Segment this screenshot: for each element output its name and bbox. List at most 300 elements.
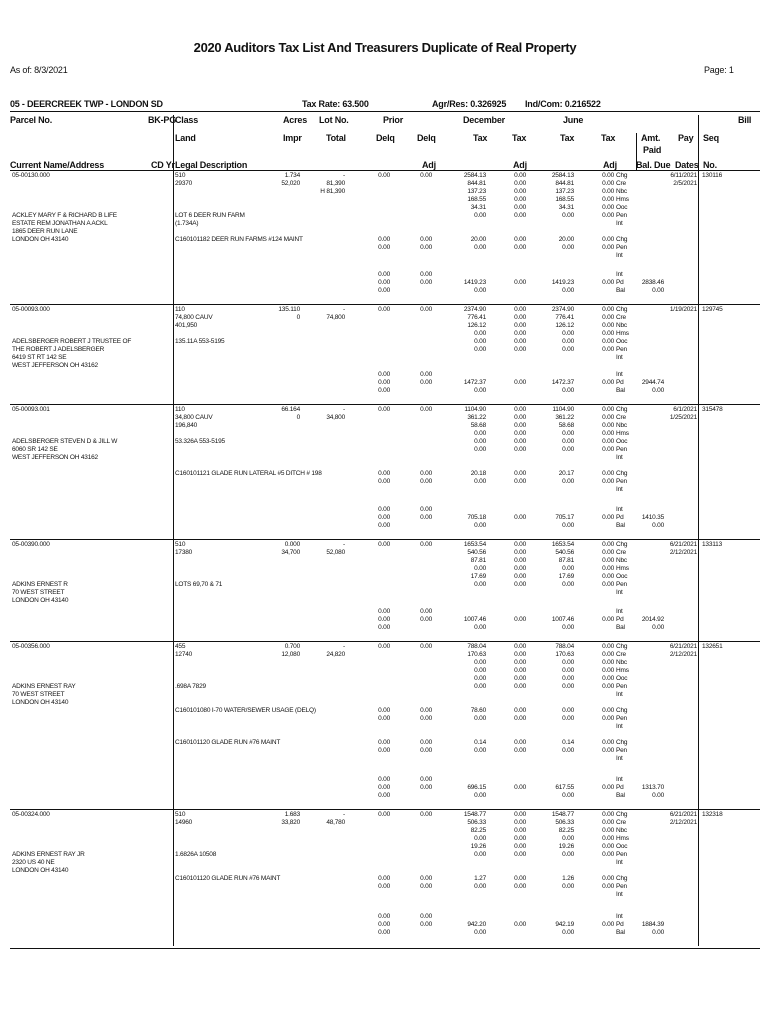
tax-code-hms: Hms [616,430,629,437]
record-divider [173,809,174,946]
june-adj: 0.00 [602,581,614,588]
december-balance: 0.00 [474,929,486,936]
december-tax: 0.00 [474,835,486,842]
impr-value: 0 [296,414,300,421]
owner-name-line: ADKINS ERNEST RAY [12,683,76,690]
tax-code-bal: Bal [616,387,625,394]
legal-description: 1.6826A 10508 [175,851,217,858]
december-tax: 0.00 [474,659,486,666]
june-balance: 0.00 [562,929,574,936]
tax-code-int: Int [616,913,623,920]
june-adj: 0.00 [602,306,614,313]
record-divider [698,170,699,304]
special-jun: 1.26 [562,875,574,882]
record-divider [173,404,174,539]
col-delq-1: Delq [376,133,395,143]
june-total-adj: 0.00 [602,616,614,623]
prior-delq: 0.00 [378,643,390,650]
tax-code-pen: Pen [616,244,627,251]
report-title: 2020 Auditors Tax List And Treasurers Duplicate of Real Property [193,40,577,55]
june-tax: 0.00 [562,446,574,453]
june-total-adj: 0.00 [602,784,614,791]
tax-code-ooc: Ooc [616,573,628,580]
december-adj: 0.00 [514,851,526,858]
prior-total-2: 0.00 [420,608,432,615]
prior-delq: 0.00 [378,811,390,818]
june-tax: 2374.90 [551,306,574,313]
special-dec: 0.00 [474,715,486,722]
pay-date: 2/12/2021 [669,819,697,826]
december-tax: 776.41 [467,314,486,321]
tax-code-int: Int [616,371,623,378]
tax-code-pen: Pen [616,212,627,219]
december-adj: 0.00 [514,843,526,850]
june-tax: 82.25 [558,827,574,834]
agr-res-rate: Agr/Res: 0.326925 [432,99,507,109]
prior-total: 0.00 [378,379,390,386]
special-dec: 0.00 [474,244,486,251]
june-tax: 1548.77 [551,811,574,818]
june-adj: 0.00 [602,330,614,337]
tax-code-pen: Pen [616,683,627,690]
december-adj: 0.00 [514,683,526,690]
special-dec: 1.27 [474,875,486,882]
june-adj: 0.00 [602,406,614,413]
tax-code-ooc: Ooc [616,204,628,211]
june-tax: 0.00 [562,659,574,666]
acres-value: 135.110 [278,306,300,313]
prior-delq: 0.00 [378,470,390,477]
record-separator [10,948,760,949]
tax-code-ooc: Ooc [616,438,628,445]
bill-seq: 315478 [702,406,723,413]
special-dec-adj: 0.00 [514,747,526,754]
special-assessment: C160101080 I-70 WATER/SEWER USAGE (DELQ) [175,707,316,714]
tax-code-cre: Cre [616,180,626,187]
tax-code-pd: Pd [616,279,624,286]
june-tax: 126.12 [555,322,574,329]
december-adj: 0.00 [514,212,526,219]
special-jun-adj: 0.00 [602,715,614,722]
total-value: 34,800 [326,414,345,421]
class-code: 455 [175,643,186,650]
parcel-number: 05-00356.000 [12,643,50,650]
impr-value: 52,020 [281,180,300,187]
june-adj: 0.00 [602,196,614,203]
june-tax: 0.00 [562,338,574,345]
december-adj: 0.00 [514,414,526,421]
tax-code-pd: Pd [616,514,624,521]
december-tax: 0.00 [474,683,486,690]
col-prior: Prior [383,115,404,125]
pay-date: 2/12/2021 [669,549,697,556]
prior-total: 0.00 [378,913,390,920]
june-total-adj: 0.00 [602,379,614,386]
december-balance: 0.00 [474,387,486,394]
june-balance: 0.00 [562,624,574,631]
december-adj: 0.00 [514,306,526,313]
land-value: 14960 [175,819,193,826]
tax-code-int: Int [616,271,623,278]
special-dec: 20.18 [470,470,486,477]
december-total-adj: 0.00 [514,279,526,286]
col-dates: Dates [675,160,699,170]
special-jun: 20.00 [558,236,574,243]
pay-date: 6/11/2021 [670,172,697,179]
special-dec: 20.00 [470,236,486,243]
tax-code-int: Int [616,486,623,493]
tax-code-int: Int [616,776,623,783]
acres-value: 0.000 [284,541,300,548]
june-adj: 0.00 [602,346,614,353]
header-divider [698,115,699,171]
december-adj: 0.00 [514,819,526,826]
prior-delq: 0.00 [378,739,390,746]
col-tax-4: Tax [601,133,616,143]
col-legal: Legal Description [175,160,248,170]
balance-due: 0.00 [652,792,664,799]
june-tax: 0.00 [562,683,574,690]
december-adj: 0.00 [514,811,526,818]
june-tax: 788.04 [555,643,574,650]
pay-date: 2/5/2021 [673,180,697,187]
december-adj: 0.00 [514,204,526,211]
tax-code-chg: Chg [616,172,628,179]
june-total: 1007.46 [551,616,574,623]
col-adj-1: Adj [422,160,436,170]
tax-code-pen: Pen [616,446,627,453]
prior-total: 0.00 [378,624,390,631]
prior-total: 0.00 [378,506,390,513]
tax-code-bal: Bal [616,287,625,294]
special-jun-adj: 0.00 [602,747,614,754]
june-adj: 0.00 [602,827,614,834]
class-code: 110 [175,306,185,313]
june-adj: 0.00 [602,683,614,690]
special-dec-adj: 0.00 [514,244,526,251]
december-tax: 87.81 [470,557,486,564]
col-amt: Amt. [641,133,661,143]
impr-value: 0 [296,314,300,321]
special-dec-adj: 0.00 [514,707,526,714]
owner-name-line: THE ROBERT J ADELSBERGER [12,346,105,353]
owner-name-line: 1865 DEER RUN LANE [12,228,78,235]
owner-name-line: 2320 US 40 NE [12,859,55,866]
tax-code-chg: Chg [616,739,628,746]
june-balance: 0.00 [562,792,574,799]
tax-code-pen: Pen [616,747,627,754]
record-divider [173,304,174,404]
land-value: 34,800 CAUV [175,414,213,421]
tax-code-int: Int [616,723,623,730]
col-class: Class [175,115,199,125]
june-adj: 0.00 [602,659,614,666]
amount-paid: 1313.70 [641,784,664,791]
total-value-2: H 81,390 [320,188,345,195]
december-adj: 0.00 [514,667,526,674]
december-adj: 0.00 [514,659,526,666]
header-rule [10,111,760,112]
june-tax: 0.00 [562,851,574,858]
december-total: 942.20 [467,921,486,928]
pay-date: 1/25/2021 [669,414,697,421]
parcel-number: 05-00093.000 [12,306,50,313]
june-adj: 0.00 [602,843,614,850]
june-tax: 0.00 [562,346,574,353]
owner-name-line: LONDON OH 43140 [12,699,69,706]
december-tax: 19.26 [470,843,486,850]
june-total: 1472.37 [551,379,574,386]
legal-description: (1.734A) [175,220,199,227]
prior-total-2: 0.00 [420,371,432,378]
december-tax: 137.23 [467,188,486,195]
prior-delq: 0.00 [378,707,390,714]
special-assessment: C160101120 GLADE RUN #76 MAINT [175,739,281,746]
special-jun: 0.00 [562,883,574,890]
prior-delq-2: 0.00 [420,739,432,746]
prior-delq: 0.00 [378,715,390,722]
col-adj-2: Adj [513,160,527,170]
june-tax: 170.63 [555,651,574,658]
pay-date: 6/21/2021 [669,541,697,548]
owner-name-line: ADKINS ERNEST R [12,581,68,588]
tax-code-hms: Hms [616,835,629,842]
col-bal-due: Bal. Due [636,160,671,170]
tax-code-cre: Cre [616,314,626,321]
lot-number: - [343,406,345,413]
prior-total: 0.00 [378,371,390,378]
prior-total: 0.00 [378,929,390,936]
june-adj: 0.00 [602,675,614,682]
tax-code-pd: Pd [616,921,624,928]
december-tax: 0.00 [474,581,486,588]
total-value: 81,390 [326,180,345,187]
june-adj: 0.00 [602,188,614,195]
amount-paid: 1884.39 [641,921,664,928]
class-code: 110 [175,406,185,413]
tax-code-int: Int [616,354,623,361]
owner-name-line: WEST JEFFERSON OH 43162 [12,454,98,461]
record-separator [10,641,760,642]
prior-delq-2: 0.00 [420,747,432,754]
prior-delq-2: 0.00 [420,811,432,818]
total-value: 52,080 [326,549,345,556]
col-no: No. [703,160,717,170]
december-tax: 0.00 [474,346,486,353]
land-value: 17380 [175,549,193,556]
tax-code-pd: Pd [616,784,624,791]
prior-delq: 0.00 [378,172,390,179]
june-adj: 0.00 [602,212,614,219]
december-adj: 0.00 [514,643,526,650]
tax-code-ooc: Ooc [616,338,628,345]
bill-seq: 132318 [702,811,723,818]
tax-code-nbc: Nbc [616,422,627,429]
tax-code-chg: Chg [616,406,628,413]
class-code: 510 [175,172,186,179]
prior-total: 0.00 [378,522,390,529]
pay-date: 2/12/2021 [669,651,697,658]
tax-code-int: Int [616,252,623,259]
prior-total: 0.00 [378,792,390,799]
prior-total: 0.00 [378,616,390,623]
record-separator [10,304,760,305]
tax-code-hms: Hms [616,196,629,203]
tax-code-hms: Hms [616,565,629,572]
special-jun-adj: 0.00 [602,875,614,882]
prior-delq-2: 0.00 [420,306,432,313]
balance-due: 0.00 [652,287,664,294]
tax-code-nbc: Nbc [616,322,627,329]
record-divider [698,539,699,641]
ind-com-rate: Ind/Com: 0.216522 [525,99,601,109]
december-tax: 2374.90 [463,306,486,313]
june-balance: 0.00 [562,387,574,394]
record-divider [173,170,174,304]
impr-value: 34,700 [281,549,300,556]
prior-delq: 0.00 [378,883,390,890]
header-divider [636,133,637,171]
june-adj: 0.00 [602,557,614,564]
owner-name-line: LONDON OH 43140 [12,597,69,604]
tax-code-chg: Chg [616,541,628,548]
tax-code-cre: Cre [616,651,626,658]
lot-number: - [343,643,345,650]
land-value-2: 196,840 [175,422,198,429]
balance-due: 0.00 [652,624,664,631]
june-total: 1419.23 [551,279,574,286]
june-tax: 0.00 [562,835,574,842]
record-divider [698,404,699,539]
december-total-adj: 0.00 [514,379,526,386]
special-jun: 0.00 [562,244,574,251]
tax-code-int: Int [616,506,623,513]
december-balance: 0.00 [474,287,486,294]
prior-delq-2: 0.00 [420,244,432,251]
tax-code-hms: Hms [616,330,629,337]
special-jun-adj: 0.00 [602,739,614,746]
prior-total: 0.00 [378,387,390,394]
lot-number: - [343,541,345,548]
prior-delq: 0.00 [378,747,390,754]
col-impr: Impr [283,133,302,143]
tax-code-bal: Bal [616,792,625,799]
june-tax: 34.31 [558,204,574,211]
june-tax: 0.00 [562,565,574,572]
june-tax: 0.00 [562,667,574,674]
june-total: 942.19 [555,921,574,928]
owner-name-line: LONDON OH 43140 [12,867,69,874]
special-assessment: C160101120 GLADE RUN #76 MAINT [175,875,281,882]
special-jun: 0.00 [562,707,574,714]
record-separator [10,170,760,171]
pay-date: 1/19/2021 [669,306,697,313]
december-tax: 0.00 [474,565,486,572]
tax-code-cre: Cre [616,819,626,826]
tax-code-int: Int [616,454,623,461]
prior-total-2: 0.00 [420,379,432,386]
june-total-adj: 0.00 [602,921,614,928]
prior-total: 0.00 [378,287,390,294]
owner-name-line: WEST JEFFERSON OH 43162 [12,362,98,369]
june-tax: 1104.90 [552,406,574,413]
june-adj: 0.00 [602,851,614,858]
december-tax: 0.00 [474,212,486,219]
june-balance: 0.00 [562,287,574,294]
balance-due: 0.00 [652,522,664,529]
col-june: June [563,115,584,125]
june-adj: 0.00 [602,204,614,211]
tax-rate: Tax Rate: 63.500 [302,99,369,109]
june-tax: 361.22 [555,414,574,421]
tax-code-pd: Pd [616,616,624,623]
prior-delq-2: 0.00 [420,236,432,243]
tax-code-int: Int [616,891,623,898]
june-adj: 0.00 [602,835,614,842]
col-acres: Acres [283,115,308,125]
december-adj: 0.00 [514,430,526,437]
special-jun-adj: 0.00 [602,707,614,714]
balance-due: 0.00 [652,929,664,936]
june-adj: 0.00 [602,338,614,345]
special-jun: 0.00 [562,715,574,722]
prior-total: 0.00 [378,271,390,278]
legal-description: .698A 7829 [175,683,206,690]
tax-code-hms: Hms [616,667,629,674]
tax-code-chg: Chg [616,470,628,477]
december-tax: 17.69 [470,573,486,580]
col-adj-3: Adj [603,160,617,170]
class-code: 510 [175,541,186,548]
land-value: 12740 [175,651,193,658]
bill-seq: 132651 [702,643,723,650]
prior-delq: 0.00 [378,478,390,485]
total-value: 24,820 [326,651,345,658]
tax-code-int: Int [616,608,623,615]
col-tax-2: Tax [512,133,527,143]
page-number: Page: 1 [704,65,734,75]
tax-code-ooc: Ooc [616,843,628,850]
june-tax: 0.00 [562,581,574,588]
amount-paid: 2944.74 [641,379,664,386]
tax-code-nbc: Nbc [616,659,627,666]
december-adj: 0.00 [514,438,526,445]
prior-total: 0.00 [378,279,390,286]
owner-name-line: LONDON OH 43140 [12,236,69,243]
tax-code-int: Int [616,691,623,698]
december-tax: 0.00 [474,851,486,858]
december-tax: 0.00 [474,330,486,337]
prior-total-2: 0.00 [420,776,432,783]
prior-total-2: 0.00 [420,784,432,791]
december-tax: 0.00 [474,338,486,345]
record-divider [173,641,174,809]
col-cdyr: CD Yr [151,160,175,170]
december-tax: 0.00 [474,446,486,453]
december-tax: 168.55 [467,196,486,203]
december-adj: 0.00 [514,446,526,453]
december-balance: 0.00 [474,624,486,631]
december-total-adj: 0.00 [514,784,526,791]
june-total-adj: 0.00 [602,514,614,521]
december-adj: 0.00 [514,330,526,337]
prior-delq-2: 0.00 [420,643,432,650]
legal-description: LOTS 69,70 & 71 [175,581,223,588]
june-adj: 0.00 [602,573,614,580]
december-tax: 361.22 [467,414,486,421]
tax-code-pen: Pen [616,581,627,588]
record-divider [173,539,174,641]
